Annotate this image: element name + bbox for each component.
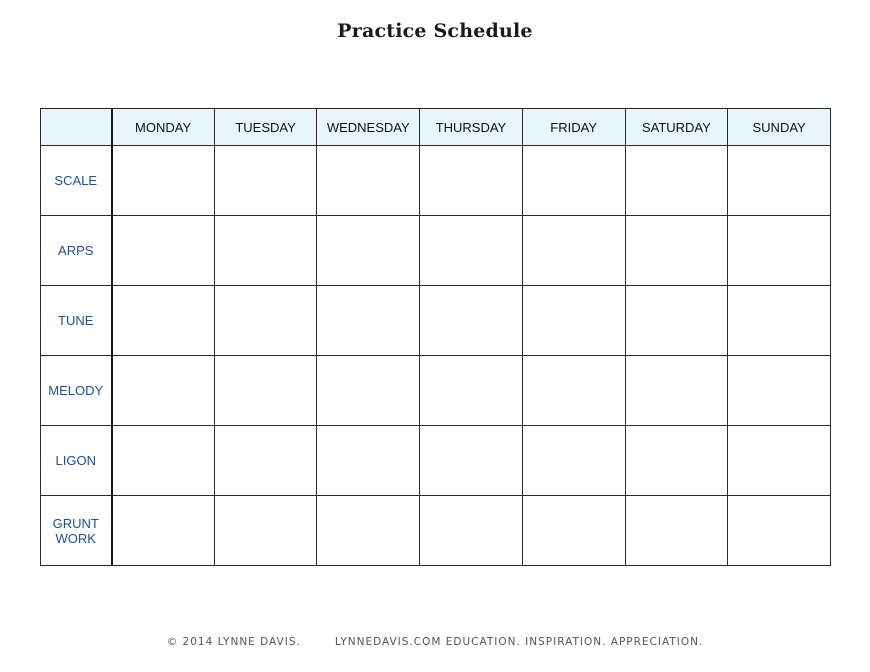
schedule-cell[interactable] [214, 216, 317, 286]
footer-site: LYNNEDAVIS.COM EDUCATION. INSPIRATION. APPRECIATION. [334, 636, 704, 648]
schedule-cell[interactable] [112, 216, 215, 286]
schedule-cell[interactable] [522, 216, 625, 286]
footer-copyright: © 2014 LYNNE DAVIS. [166, 636, 301, 648]
schedule-cell[interactable] [112, 286, 215, 356]
schedule-cell[interactable] [112, 146, 215, 216]
schedule-body [41, 146, 831, 566]
schedule-cell[interactable] [420, 426, 523, 496]
schedule-cell[interactable] [317, 496, 420, 566]
day-header-saturday: SATURDAY [625, 109, 728, 146]
schedule-cell[interactable] [522, 286, 625, 356]
table-row [41, 496, 831, 566]
row-label-ligon: LIGON [41, 426, 112, 496]
schedule-cell[interactable] [522, 496, 625, 566]
day-header-tuesday: TUESDAY [214, 109, 317, 146]
schedule-cell[interactable] [420, 146, 523, 216]
row-label-arps: ARPS [41, 216, 112, 286]
schedule-cell[interactable] [522, 356, 625, 426]
schedule-cell[interactable] [112, 426, 215, 496]
schedule-cell[interactable] [214, 496, 317, 566]
schedule-table [40, 108, 831, 566]
footer [0, 636, 870, 648]
schedule-cell[interactable] [728, 216, 831, 286]
schedule-cell[interactable] [420, 496, 523, 566]
row-label-tune: TUNE [41, 286, 112, 356]
row-label-grunt-work [41, 496, 112, 566]
schedule-cell[interactable] [728, 286, 831, 356]
schedule-cell[interactable] [214, 356, 317, 426]
row-label-scale: SCALE [41, 146, 112, 216]
schedule-cell[interactable] [420, 216, 523, 286]
day-header-friday: FRIDAY [522, 109, 625, 146]
day-header-thursday: THURSDAY [420, 109, 523, 146]
table-row [41, 146, 831, 216]
header-row [41, 109, 831, 146]
schedule-cell[interactable] [625, 286, 728, 356]
schedule-cell[interactable] [625, 496, 728, 566]
row-label-melody: MELODY [41, 356, 112, 426]
schedule-cell[interactable] [214, 286, 317, 356]
schedule-cell[interactable] [625, 216, 728, 286]
schedule-cell[interactable] [214, 146, 317, 216]
schedule-cell[interactable] [420, 286, 523, 356]
schedule-cell[interactable] [625, 426, 728, 496]
schedule-cell[interactable] [625, 356, 728, 426]
schedule-cell[interactable] [112, 496, 215, 566]
schedule-cell[interactable] [728, 356, 831, 426]
schedule-cell[interactable] [420, 356, 523, 426]
page-title: Practice Schedule [337, 20, 533, 42]
schedule-cell[interactable] [625, 146, 728, 216]
schedule-cell[interactable] [522, 146, 625, 216]
schedule-cell[interactable] [728, 496, 831, 566]
table-row [41, 216, 831, 286]
table-row [41, 356, 831, 426]
table-row [41, 426, 831, 496]
schedule-cell[interactable] [728, 426, 831, 496]
schedule-cell[interactable] [214, 426, 317, 496]
corner-cell [41, 109, 112, 146]
schedule-cell[interactable] [522, 426, 625, 496]
schedule-cell[interactable] [317, 146, 420, 216]
schedule-cell[interactable] [112, 356, 215, 426]
row-label-grunt-work-text: GRUNT WORK [52, 515, 99, 546]
schedule-cell[interactable] [317, 286, 420, 356]
schedule-cell[interactable] [317, 356, 420, 426]
table-row [41, 286, 831, 356]
day-header-sunday: SUNDAY [728, 109, 831, 146]
day-header-wednesday: WEDNESDAY [317, 109, 420, 146]
day-header-monday: MONDAY [112, 109, 215, 146]
schedule-cell[interactable] [728, 146, 831, 216]
schedule-cell[interactable] [317, 216, 420, 286]
schedule-cell[interactable] [317, 426, 420, 496]
